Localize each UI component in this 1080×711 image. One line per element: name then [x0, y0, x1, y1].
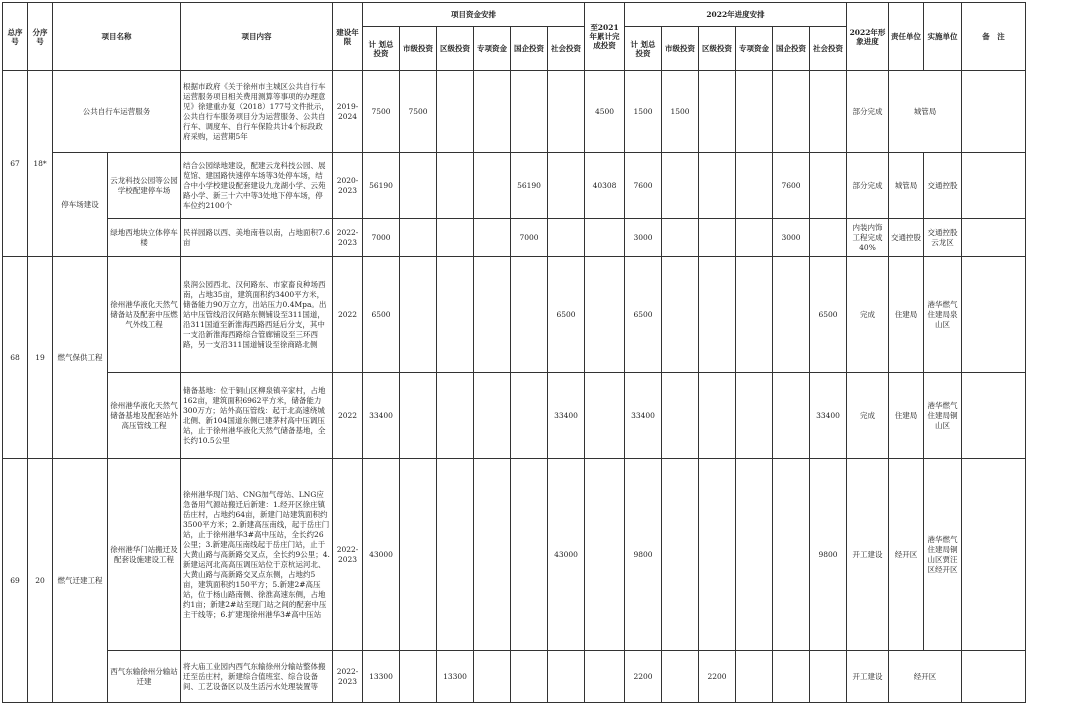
- table-row: [3, 219, 1026, 257]
- header-p-state: 国企投资: [773, 27, 810, 71]
- p-state-cell: 3000: [773, 219, 810, 257]
- table-row: [3, 373, 1026, 459]
- header-special: 专项资金: [474, 27, 511, 71]
- header-district: 区级投资: [437, 27, 474, 71]
- impl-unit-cell: 港华燃气住建局泉山区: [924, 257, 962, 373]
- p-city-cell: [662, 373, 699, 459]
- project-name-cell: 徐州港华液化天然气储备站及配套中压燃气外线工程: [108, 257, 181, 373]
- progress-cell: 开工建设: [847, 459, 889, 651]
- header-p-social: 社会投资: [810, 27, 847, 71]
- progress-cell: 开工建设: [847, 651, 889, 703]
- years-cell: 2020-2023: [333, 153, 363, 219]
- years-cell: 2022: [333, 257, 363, 373]
- p-planned-total-cell: 6500: [625, 257, 662, 373]
- project-content-cell: 泉润公园西北、汉何路东、市家畜良种场西南，占地35亩，建筑面积约3400平方米，储备能力90万立方，出站压力0.4Mpa。出站中压管线沿汉何路东侧铺设至311国道，沿311国道至新淮海西路西延后分支，其中一支沿新淮海西路综合管廊铺设至三环西路，另一支沿311国道铺设至徐商路北侧: [181, 257, 333, 373]
- header-p-planned-total: 计 划总投资: [625, 27, 662, 71]
- total-no-cell: 68: [3, 257, 28, 459]
- state-cell: 56190: [511, 153, 548, 219]
- header-image-progress: 2022年形象进度: [847, 3, 889, 71]
- p-city-cell: [662, 219, 699, 257]
- p-special-cell: [736, 71, 773, 153]
- remark-cell: [962, 459, 1026, 651]
- district-cell: [437, 373, 474, 459]
- social-cell: [548, 153, 585, 219]
- project-content-cell: 民祥园路以西、美地南巷以南，占地面积7.6亩: [181, 219, 333, 257]
- p-district-cell: [699, 257, 736, 373]
- project-name-cell: 西气东输徐州分输站迁建: [108, 651, 181, 703]
- p-social-cell: 33400: [810, 373, 847, 459]
- district-cell: [437, 257, 474, 373]
- cum-2021-cell: [585, 219, 625, 257]
- social-cell: [548, 651, 585, 703]
- p-district-cell: 2200: [699, 651, 736, 703]
- p-special-cell: [736, 373, 773, 459]
- p-social-cell: 6500: [810, 257, 847, 373]
- p-planned-total-cell: 3000: [625, 219, 662, 257]
- p-special-cell: [736, 257, 773, 373]
- project-content-cell: 根据市政府《关于徐州市主城区公共自行车运营服务项目相关费用测算等事项的办理意见》徐建重办复（2018）177号文件批示，公共自行车服务项目分为运营服务、公共自行车、调度车、自行车保险共计4个标段政府采购，运营期5年: [181, 71, 333, 153]
- cum-2021-cell: 40308: [585, 153, 625, 219]
- years-cell: 2022-2023: [333, 219, 363, 257]
- p-special-cell: [736, 153, 773, 219]
- total-no-cell: 67: [3, 71, 28, 257]
- table-row: [3, 71, 1026, 153]
- impl-unit-cell: 港华燃气住建局铜山区贾汪区经开区: [924, 459, 962, 651]
- remark-cell: [962, 257, 1026, 373]
- special-cell: [474, 71, 511, 153]
- remark-cell: [962, 219, 1026, 257]
- header-p-city: 市级投资: [662, 27, 699, 71]
- project-content-cell: 结合公园绿地建设，配建云龙科技公园、展览馆、建国路快速停车场等3处停车场，结合中小学校建设配套建设九龙湖小学、云苑路小学、新三十六中等3处地下停车场，停车位约2100个: [181, 153, 333, 219]
- district-cell: [437, 459, 474, 651]
- category-cell: 停车场建设: [53, 153, 108, 257]
- header-resp-unit: 责任单位: [889, 3, 924, 71]
- state-cell: [511, 257, 548, 373]
- sub-no-cell: 19: [28, 257, 53, 459]
- resp-unit-cell: 住建局: [889, 373, 924, 459]
- district-cell: 13300: [437, 651, 474, 703]
- resp-unit-cell: 住建局: [889, 257, 924, 373]
- project-name-cell: 徐州港华液化天然气储备基地及配套站外高压管线工程: [108, 373, 181, 459]
- category-cell: 燃气保供工程: [53, 257, 108, 459]
- progress-cell: 部分完成: [847, 153, 889, 219]
- special-cell: [474, 153, 511, 219]
- p-district-cell: [699, 373, 736, 459]
- special-cell: [474, 459, 511, 651]
- cum-2021-cell: 4500: [585, 71, 625, 153]
- p-district-cell: [699, 219, 736, 257]
- p-state-cell: [773, 257, 810, 373]
- table-row: [3, 257, 1026, 373]
- state-cell: 7000: [511, 219, 548, 257]
- p-planned-total-cell: 7600: [625, 153, 662, 219]
- remark-cell: [962, 71, 1026, 153]
- planned-total-cell: 56190: [363, 153, 400, 219]
- progress-cell: 完成: [847, 373, 889, 459]
- p-social-cell: [810, 219, 847, 257]
- table-row: [3, 459, 1026, 651]
- p-social-cell: [810, 153, 847, 219]
- planned-total-cell: 7000: [363, 219, 400, 257]
- progress-cell: 部分完成: [847, 71, 889, 153]
- planned-total-cell: 6500: [363, 257, 400, 373]
- header-funding-group: 项目资金安排: [363, 3, 585, 27]
- progress-cell: 完成: [847, 257, 889, 373]
- remark-cell: [962, 153, 1026, 219]
- city-cell: [400, 219, 437, 257]
- cum-2021-cell: [585, 373, 625, 459]
- p-city-cell: [662, 459, 699, 651]
- header-city: 市级投资: [400, 27, 437, 71]
- social-cell: 33400: [548, 373, 585, 459]
- social-cell: 6500: [548, 257, 585, 373]
- data-table: [2, 2, 1026, 703]
- table-row: [3, 153, 1026, 219]
- p-city-cell: 1500: [662, 71, 699, 153]
- p-planned-total-cell: 33400: [625, 373, 662, 459]
- resp-unit-cell: 城管局: [889, 71, 962, 153]
- special-cell: [474, 651, 511, 703]
- header-build-years: 建设年限: [333, 3, 363, 71]
- project-content-cell: 储备基地：位于铜山区柳泉镇辛家村，占地162亩，建筑面积6962平方米，储备能力300万方；站外高压管线：起于北高速绕城北侧、新104国道东侧已建茅村高中压调压站，止于徐州港华液化天然气储备基地，全长约10.5公里: [181, 373, 333, 459]
- social-cell: [548, 219, 585, 257]
- total-no-cell: 69: [3, 459, 28, 703]
- p-district-cell: [699, 459, 736, 651]
- header-sub-no: 分序号: [28, 3, 53, 71]
- sub-no-cell: 20: [28, 459, 53, 703]
- header-remark: 备 注: [962, 3, 1026, 71]
- planned-total-cell: 33400: [363, 373, 400, 459]
- resp-unit-cell: 经开区: [889, 459, 924, 651]
- social-cell: 43000: [548, 459, 585, 651]
- p-state-cell: 7600: [773, 153, 810, 219]
- p-planned-total-cell: 1500: [625, 71, 662, 153]
- resp-unit-cell: 城管局: [889, 153, 924, 219]
- p-planned-total-cell: 2200: [625, 651, 662, 703]
- years-cell: 2022-2023: [333, 459, 363, 651]
- header-planned-total: 计 划总投资: [363, 27, 400, 71]
- impl-unit-cell: 港华燃气住建局铜山区: [924, 373, 962, 459]
- remark-cell: [962, 651, 1026, 703]
- social-cell: [548, 71, 585, 153]
- p-planned-total-cell: 9800: [625, 459, 662, 651]
- p-state-cell: [773, 373, 810, 459]
- city-cell: [400, 373, 437, 459]
- p-state-cell: [773, 459, 810, 651]
- investment-plan-table: [2, 2, 1026, 703]
- header-project-name: 项目名称: [53, 3, 181, 71]
- years-cell: 2022-2023: [333, 651, 363, 703]
- state-cell: [511, 71, 548, 153]
- cum-2021-cell: [585, 459, 625, 651]
- header-impl-unit: 实施单位: [924, 3, 962, 71]
- header-progress-group: 2022年进度安排: [625, 3, 847, 27]
- special-cell: [474, 257, 511, 373]
- header-project-content: 项目内容: [181, 3, 333, 71]
- header-state: 国企投资: [511, 27, 548, 71]
- remark-cell: [962, 373, 1026, 459]
- header-social: 社会投资: [548, 27, 585, 71]
- category-cell: 燃气迁建工程: [53, 459, 108, 703]
- project-content-cell: 徐州港华现门站、CNG加气母站、LNG应急备用气源站搬迁后新建：1.经开区徐庄镇岳庄村，占地约64亩，新建门站建筑面积约3500平方米；2.新建高压南线，起于岳庄门站，止于徐州港华3#高中压站，全长约26公里；3.新建高压南线起于岳庄门站，止于大黄山路与高新路交叉点，全长约9公里；4.新建运河北高高压调压站位于京杭运河北、大黄山路与高新路交叉点东侧，占地约5亩，建筑面积约150平方；5.新建2#高压站，位于杨山路南侧、徐淮高速东侧，占地约1亩；新建2#站至现门站之间的配套中压主干线等；6.扩建现徐州港华3#高中压站: [181, 459, 333, 651]
- p-district-cell: [699, 153, 736, 219]
- sub-no-cell: 18*: [28, 71, 53, 257]
- state-cell: [511, 373, 548, 459]
- header-p-district: 区级投资: [699, 27, 736, 71]
- district-cell: [437, 153, 474, 219]
- cum-2021-cell: [585, 651, 625, 703]
- district-cell: [437, 71, 474, 153]
- years-cell: 2019-2024: [333, 71, 363, 153]
- district-cell: [437, 219, 474, 257]
- city-cell: [400, 257, 437, 373]
- city-cell: [400, 459, 437, 651]
- project-name-cell: 绿地西地块立体停车楼: [108, 219, 181, 257]
- p-city-cell: [662, 257, 699, 373]
- p-special-cell: [736, 651, 773, 703]
- header-p-special: 专项资金: [736, 27, 773, 71]
- progress-cell: 内装内饰工程完成40%: [847, 219, 889, 257]
- special-cell: [474, 373, 511, 459]
- planned-total-cell: 13300: [363, 651, 400, 703]
- cum-2021-cell: [585, 257, 625, 373]
- city-cell: 7500: [400, 71, 437, 153]
- table-row: [3, 651, 1026, 703]
- state-cell: [511, 651, 548, 703]
- p-social-cell: [810, 651, 847, 703]
- years-cell: 2022: [333, 373, 363, 459]
- project-name-cell: 公共自行车运营服务: [53, 71, 181, 153]
- p-state-cell: [773, 71, 810, 153]
- city-cell: [400, 153, 437, 219]
- planned-total-cell: 43000: [363, 459, 400, 651]
- p-city-cell: [662, 651, 699, 703]
- p-special-cell: [736, 219, 773, 257]
- p-special-cell: [736, 459, 773, 651]
- state-cell: [511, 459, 548, 651]
- p-state-cell: [773, 651, 810, 703]
- p-social-cell: [810, 71, 847, 153]
- header-cum-2021: 至2021年累计完成投资: [585, 3, 625, 71]
- project-name-cell: 云龙科技公园等公园学校配建停车场: [108, 153, 181, 219]
- special-cell: [474, 219, 511, 257]
- resp-unit-cell: 交通控股: [889, 219, 924, 257]
- p-city-cell: [662, 153, 699, 219]
- impl-unit-cell: 交通控股云龙区: [924, 219, 962, 257]
- p-social-cell: 9800: [810, 459, 847, 651]
- project-content-cell: 将大庙工业园内西气东输徐州分输站整体搬迁至岳庄村，新建综合值班室、综合设备间、工艺设备区以及生活污水处理装置等: [181, 651, 333, 703]
- p-district-cell: [699, 71, 736, 153]
- impl-unit-cell: 交通控股: [924, 153, 962, 219]
- header-total-no: 总序号: [3, 3, 28, 71]
- planned-total-cell: 7500: [363, 71, 400, 153]
- impl-unit-cell: 经开区: [889, 651, 962, 703]
- project-name-cell: 徐州港华门站搬迁及配套设施建设工程: [108, 459, 181, 651]
- city-cell: [400, 651, 437, 703]
